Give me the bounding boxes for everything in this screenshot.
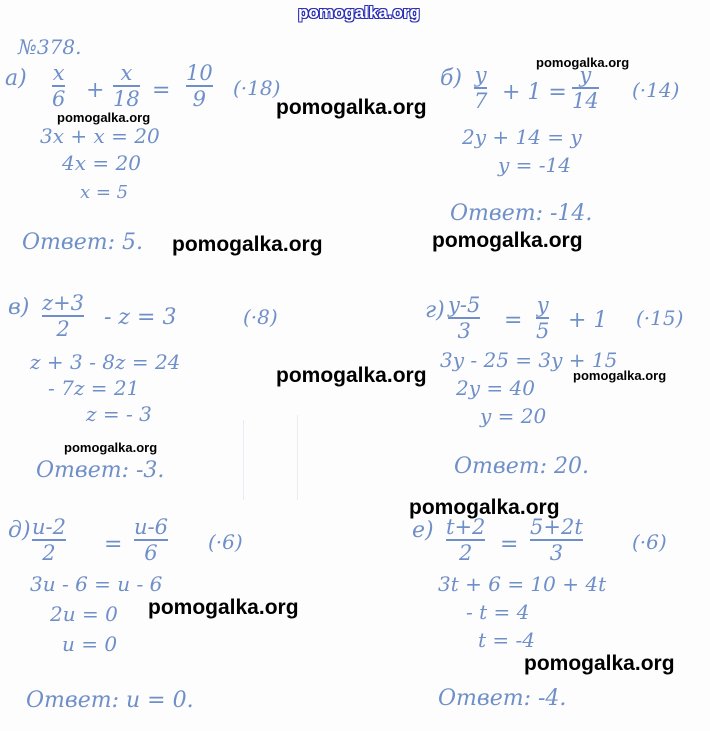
watermark: pomogalka.org [148,596,299,619]
part-a-label: а) [5,66,27,91]
numerator: y [579,63,592,87]
part-b-label: б) [440,66,463,91]
faint-line [243,420,244,500]
numerator: u-6 [134,515,168,539]
solution-line: 2u = 0 [50,602,118,626]
solution-line: u = 0 [62,632,118,656]
numerator: u-2 [32,515,66,539]
watermark: pomogalka.org [172,233,323,256]
equals-sign: = [152,78,171,103]
numerator: y [536,293,549,317]
part-g-label: г) [425,298,445,323]
solution-line: z + 3 - 8z = 24 [30,350,181,374]
part-e-label: е) [412,518,434,543]
part-e-fraction-1 [446,516,485,564]
tail-terms: + 1 [568,308,608,333]
watermark: pomogalka.org [276,96,427,119]
denominator: 2 [459,541,473,566]
solution-line: 3t + 6 = 10 + 4t [438,572,607,596]
answer: Ответ: -3. [36,458,165,483]
solution-line: 4x = 20 [62,151,141,175]
denominator: 6 [144,541,158,566]
numerator: y-5 [448,293,481,317]
multiplier: (·15) [636,306,684,330]
solution-line: 2y + 14 = y [462,125,582,149]
denominator: 6 [52,87,66,112]
solution-line: x = 5 [80,182,129,203]
answer: Ответ: -14. [450,201,593,226]
denominator: 2 [42,541,56,566]
numerator: 5+2t [530,515,583,539]
part-v-label: в) [8,295,30,320]
answer: Ответ: 20. [454,454,589,479]
multiplier: (·8) [243,305,278,329]
part-d-fraction-1 [32,516,66,564]
denominator: 7 [474,89,488,114]
multiplier: (·14) [632,78,680,102]
tail-terms: - z = 3 [104,305,177,330]
denominator: 9 [192,87,207,112]
denominator: 2 [56,317,70,342]
answer: Ответ: -4. [438,686,567,711]
part-d-fraction-2 [134,516,168,564]
denominator: 3 [457,319,471,344]
multiplier: (·6) [632,530,667,554]
solution-line: 2y = 40 [456,376,535,400]
part-a-fraction-3 [186,62,213,110]
denominator: 3 [549,541,564,566]
watermark: pomogalka.org [57,110,151,125]
denominator: 14 [572,89,599,114]
watermark: pomogalka.org [276,364,427,387]
part-a-fraction-2 [113,62,140,110]
answer: Ответ: u = 0. [26,688,194,713]
numerator: t+2 [446,515,486,539]
numerator: x [52,61,65,85]
solution-line: z = - 3 [86,402,152,426]
denominator: 5 [536,319,550,344]
part-v-fraction-1 [42,292,84,340]
part-e-fraction-2 [530,516,583,564]
numerator: x [120,61,133,85]
solution-line: - t = 4 [466,600,530,624]
watermark: pomogalka.org [536,55,630,70]
solution-line: y = -14 [498,153,571,177]
part-b-fraction-1 [474,64,487,112]
watermark: pomogalka.org [524,652,675,675]
solution-line: t = -4 [478,628,535,652]
problem-number: №378. [18,35,82,59]
part-g-fraction-1 [448,294,480,342]
watermark: pomogalka.org [409,496,560,519]
equals-sign: = [504,308,523,333]
faint-line [297,415,298,500]
numerator: y [474,63,487,87]
part-d-label: д) [8,518,31,543]
solution-line: 3u - 6 = u - 6 [30,572,163,596]
site-header-logo[interactable]: pomogalka.org [298,3,420,22]
denominator: 18 [113,87,140,112]
watermark: pomogalka.org [432,229,583,252]
numerator: 10 [186,61,213,85]
operator: + [86,78,105,103]
middle-terms: + 1 = [502,80,567,105]
equals-sign: = [104,532,123,557]
answer: Ответ: 5. [22,230,143,255]
solution-line: 3y - 25 = 3y + 15 [440,348,618,372]
numerator: z+3 [42,291,85,315]
part-g-fraction-2 [536,294,549,342]
multiplier: (·6) [208,530,243,554]
part-b-fraction-2 [572,64,599,112]
equals-sign: = [500,532,519,557]
multiplier: (·18) [233,76,281,100]
watermark: pomogalka.org [64,440,158,455]
solution-line: 3x + x = 20 [40,124,160,148]
solution-line: y = 20 [480,404,547,428]
solution-line: - 7z = 21 [48,376,140,400]
part-a-fraction-1 [52,62,65,110]
watermark: pomogalka.org [573,368,667,383]
